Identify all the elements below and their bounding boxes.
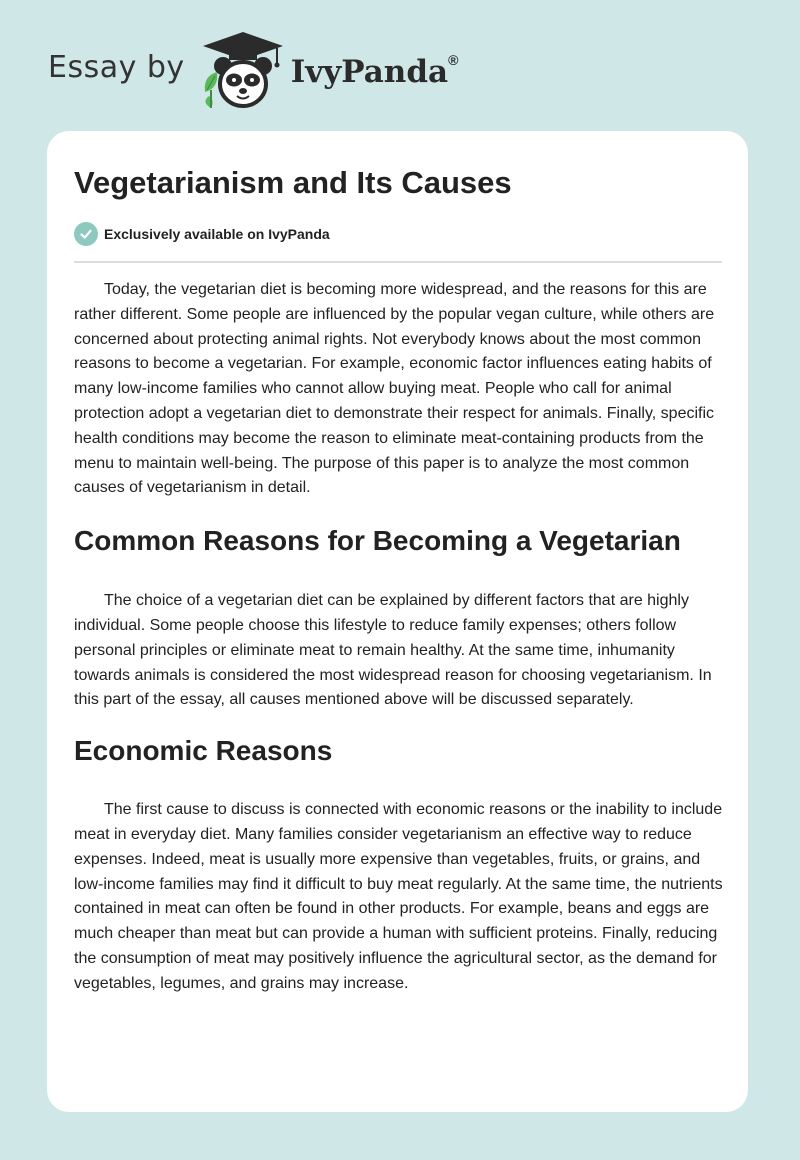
intro-paragraph: Today, the vegetarian diet is becoming more widespread, and the reasons for this are rather different. Some people are influenced by the popular vegan culture, while others are concerned about protecting animal rights. Not everybody knows about the most common reasons to become a vegetarian. For example, economic factor influences eating habits of many low-income families who cannot allow buying meat. People who call for animal protection adopt a vegetarian diet to demonstrate their respect for animals. Finally, specific health conditions may become the reason to eliminate meat-containing products from the menu to maintain well-being. The purpose of this paper is to analyze the most common causes of vegetarianism in detail.	[74, 281, 715, 497]
check-circle-icon	[74, 222, 98, 246]
exclusive-badge-label: Exclusively available on IvyPanda	[104, 226, 330, 242]
section-heading-common-reasons: Common Reasons for Becoming a Vegetarian	[74, 525, 681, 557]
brand-logo-text[interactable]: IvyPanda®	[290, 52, 459, 90]
page-title: Vegetarianism and Its Causes	[74, 165, 512, 200]
exclusive-badge	[74, 222, 330, 246]
essay-card	[47, 131, 748, 1112]
title-divider	[74, 261, 722, 263]
section-paragraph-common-reasons: The choice of a vegetarian diet can be explained by different factors that are highly individual. Some people choose this lifestyle to reduce family expenses; others follow personal principles or eliminate meat to remain healthy. At the same time, inhumanity towards animals is considered the most widespread reason for choosing vegetarianism. In this part of the essay, all causes mentioned above will be discussed separately.	[74, 592, 712, 709]
site-header	[48, 30, 458, 110]
section-heading-economic-reasons: Economic Reasons	[74, 735, 333, 767]
essay-body	[74, 278, 724, 997]
section-paragraph-economic-reasons: The first cause to discuss is connected with economic reasons or the inability to include meat in everyday diet. Many families consider vegetarianism an effective way to reduce expenses. Indeed, meat is usually more expensive than vegetables, fruits, or grains, and low-income families may find it difficult to buy meat regularly. At the same time, the nutrients contained in meat can often be found in other products. For example, beans and eggs are much cheaper than meat but can provide a human with sufficient proteins. Finally, reducing the consumption of meat may positively influence the agricultural sector, as the demand for vegetables, legumes, and grains may increase.	[74, 801, 723, 992]
essay-by-label: Essay by	[48, 49, 185, 85]
registered-mark: ®	[448, 52, 459, 68]
panda-graduate-icon[interactable]	[199, 30, 287, 110]
